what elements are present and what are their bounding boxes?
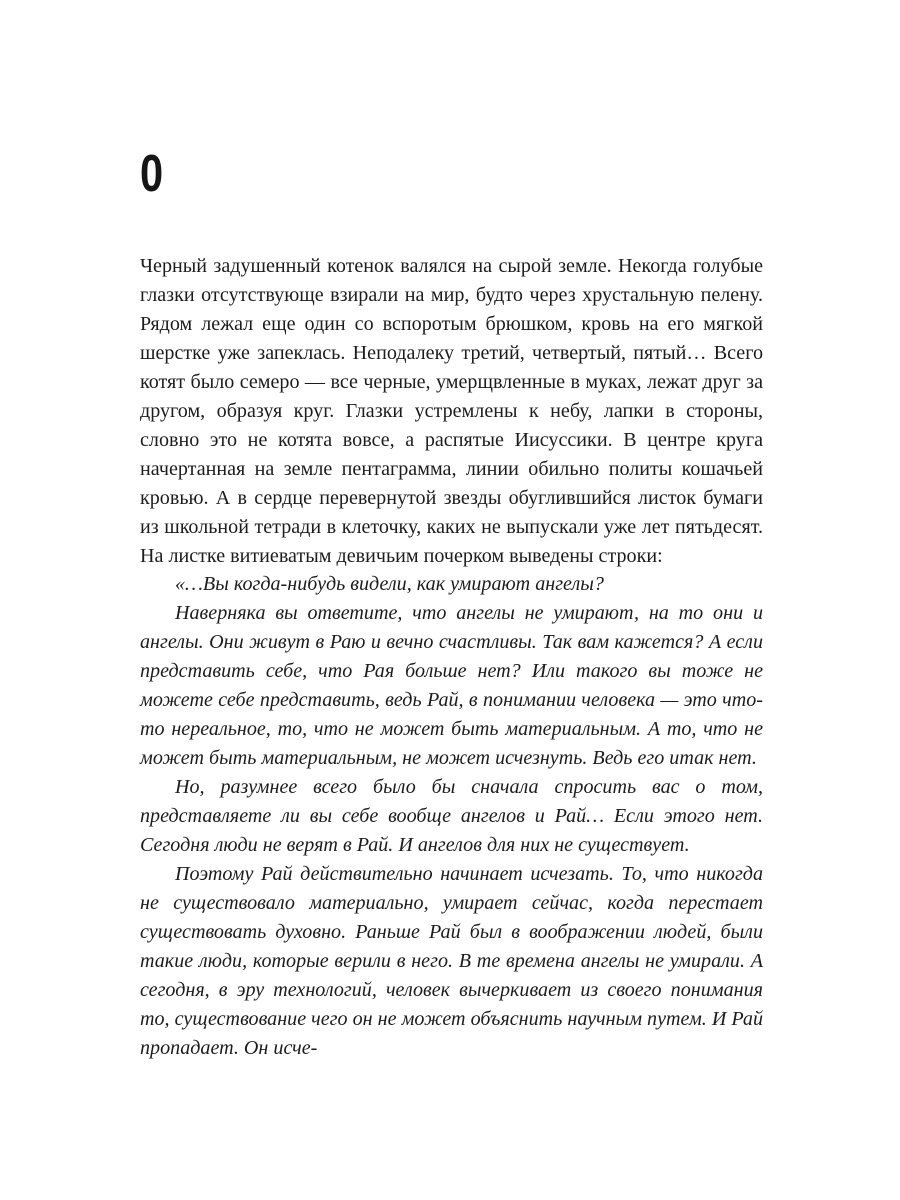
body-paragraph: Черный задушенный котенок валялся на сырой земле. Некогда голубые глазки отсутствующе взирали на мир, будто через хрустальную пелену. Рядом лежал еще один со вспоротым брюшком, кровь на его мягкой шерстке уже запеклась. Неподалеку третий, четвертый, пятый… Всего котят было семеро — все черные, умерщвленные в муках, лежат друг за другом, образуя круг. Глазки устремлены к небу, лапки в стороны, словно это не котята вовсе, а распятые Иисуссики. В центре круга начертанная на земле пентаграмма, линии обильно политы кошачьей кровью. А в сердце перевернутой звезды обуглившийся листок бумаги из школьной тетради в клеточку, каких не выпускали уже лет пятьдесят. На листке витиеватым девичьим почерком выведены строки:	[140, 255, 763, 567]
text-column	[140, 145, 763, 1063]
letter-paragraph: Поэтому Рай действительно начинает исчезать. То, что никогда не существовало материально, умирает сейчас, когда перестает существовать духовно. Раньше Рай был в воображении людей, были такие люди, которые верили в него. В те времена ангелы не умирали. А сегодня, в эру технологий, человек вычеркивает из своего понимания то, существование чего он не может объяснить научным путем. И Рай пропадает. Он исче-	[140, 863, 763, 1059]
letter-paragraph: Но, разумнее всего было бы сначала спросить вас о том, представляете ли вы себе вообще ангелов и Рай… Если этого нет. Сегодня люди не верят в Рай. И ангелов для них не существует.	[140, 776, 763, 857]
letter-paragraph: Наверняка вы ответите, что ангелы не умирают, на то они и ангелы. Они живут в Раю и вечно счастливы. Так вам кажется? А если представить себе, что Рая больше нет? Или такого вы тоже не можете себе представить, ведь Рай, в понимании человека — это что-то нереальное, то, что не может быть материальным. А то, что не может быть материальным, не может исчезнуть. Ведь его итак нет.	[140, 602, 763, 770]
letter-quote-block	[140, 570, 763, 1062]
chapter-number-heading: 0	[140, 145, 163, 203]
letter-paragraph: «…Вы когда-нибудь видели, как умирают ангелы?	[175, 573, 604, 596]
page-body	[140, 252, 763, 1063]
